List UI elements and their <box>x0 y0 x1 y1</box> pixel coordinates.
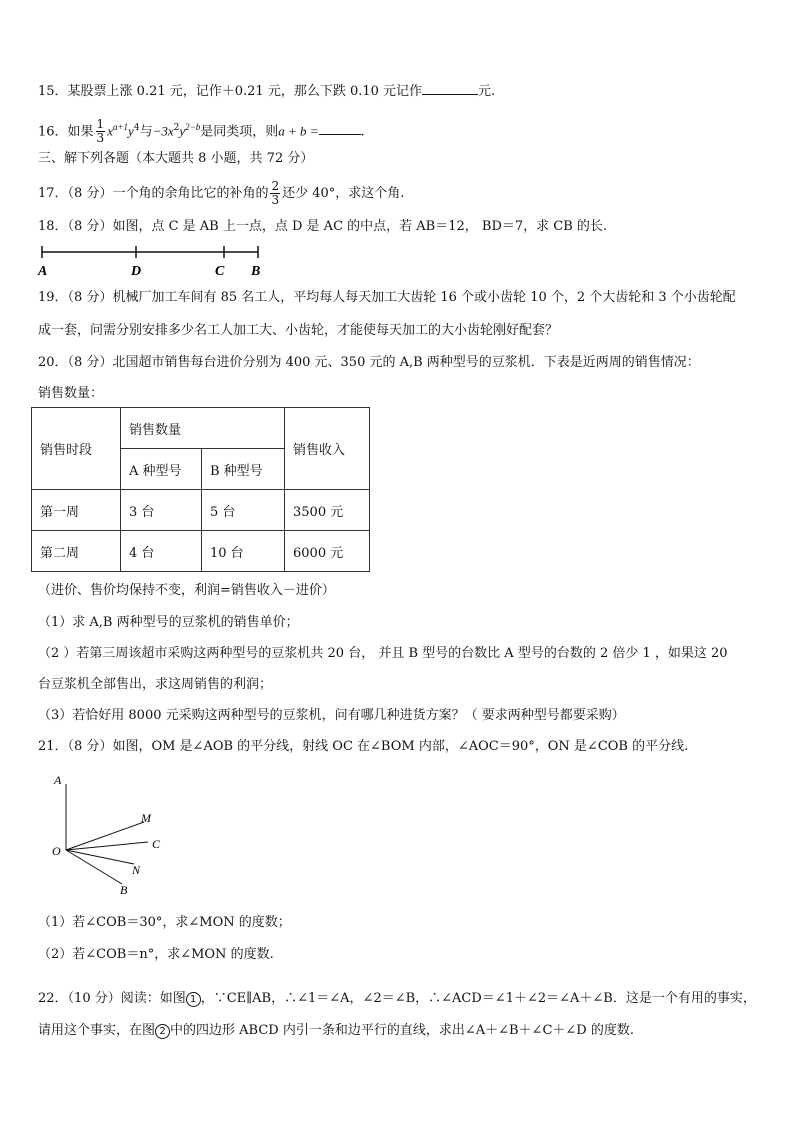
figure-2-marker: 2 <box>155 1024 170 1039</box>
sales-table <box>31 407 370 572</box>
header-b: B 种型号 <box>202 449 285 490</box>
question-19-line1: 19．（8 分）机械厂加工车间有 85 名工人，平均每人每天加工大齿轮 16 个或小齿轮 10 个，2 个大齿轮和 3 个小齿轮配 <box>38 290 736 305</box>
question-15: 15．某股票上涨 0.21 元，记作＋0.21 元，那么下跌 0.10 元记作 元. <box>38 84 496 99</box>
label-c: C <box>215 264 225 279</box>
question-21-part1: （1）若∠COB＝30°，求∠MON 的度数； <box>38 915 291 930</box>
label-o: O <box>52 844 61 858</box>
question-20-part3: （3）若恰好用 8000 元采购这两种型号的豆浆机，问有哪几种进货方案？（ 要求两种型号都要采购） <box>38 708 625 723</box>
table-row: 第一周 3 台 5 台 3500 元 <box>32 490 370 531</box>
label-m: M <box>141 811 151 825</box>
question-16: 16．如果 $\frac{1}{3}$ $x^{a+1}y^4$与$-3x^2y^{2-b}$是同类项，则a + b = . <box>38 117 365 146</box>
question-22-line1: 22．（10 分）阅读：如图 1 ，∵CE∥AB，∴∠1＝∠A，∠2＝∠B，∴∠ACD＝∠1＋∠2＝∠A＋∠B．这是一个有用的事实， <box>38 991 756 1006</box>
label-a: A <box>38 264 48 279</box>
question-19-line2: 成一套，问需分别安排多少名工人加工大、小齿轮，才能使每天加工的大小齿轮刚好配套？ <box>38 323 559 338</box>
question-20-part1: （1）求 A,B 两种型号的豆浆机的销售单价； <box>38 615 299 630</box>
label-c: C <box>152 837 161 851</box>
table-row: 第二周 4 台 10 台 6000 元 <box>32 531 370 572</box>
label-d: D <box>131 264 142 279</box>
question-20-part2a: （2 ）若第三周该超市采购这两种型号的豆浆机共 20 台， 并且 B 型号的台数比 A 型号的台数的 2 倍少 1 ，如果这 20 <box>38 646 728 661</box>
question-22-line2: 请用这个事实，在图 2 中的四边形 ABCD 内引一条和边平行的直线，求出∠A＋∠B＋∠C＋∠D 的度数. <box>38 1023 634 1038</box>
answer-blank <box>422 82 478 95</box>
section-heading: 三、解下列各题（本大题共 8 小题，共 72 分） <box>38 151 314 166</box>
question-21: 21．（8 分）如图，OM 是∠AOB 的平分线，射线 OC 在∠BOM 内部，∠AOC＝90°，ON 是∠COB 的平分线. <box>38 739 689 754</box>
header-a: A 种型号 <box>121 449 202 490</box>
label-n: N <box>132 863 141 877</box>
header-qty: 销售数量 <box>121 408 285 449</box>
fraction: $\frac{1}{3}$ <box>96 117 105 146</box>
question-18: 18．（8 分）如图，点 C 是 AB 上一点，点 D 是 AC 的中点，若 AB＝12， BD＝7，求 CB 的长. <box>38 219 608 234</box>
header-income: 销售收入 <box>285 408 370 490</box>
table-note: （进价、售价均保持不变，利润=销售收入－进价） <box>38 583 335 598</box>
fraction: $\frac{2}{3}$ <box>271 179 280 207</box>
figure-1-marker: 1 <box>186 992 201 1007</box>
question-20-part2b: 台豆浆机全部售出，求这周销售的利润； <box>38 677 273 692</box>
question-21-part2: （2）若∠COB＝n°，求∠MON 的度数. <box>38 947 274 962</box>
answer-blank <box>319 122 361 135</box>
label-a: A <box>54 773 62 787</box>
label-b: B <box>120 883 128 897</box>
segment-figure <box>36 244 276 280</box>
header-period: 销售时段 <box>32 408 121 490</box>
question-20-line1: 20．（8 分）北国超市销售每台进价分别为 400 元、350 元的 A,B 两种型号的豆浆机．下表是近两周的销售情况： <box>38 355 700 370</box>
angle-figure <box>48 770 178 900</box>
question-17: 17．（8 分）一个角的余角比它的补角的 $\frac{2}{3}$ 还少 40°，求这个角. <box>38 179 405 207</box>
label-b: B <box>251 264 261 279</box>
table-caption: 销售数量： <box>38 386 104 401</box>
